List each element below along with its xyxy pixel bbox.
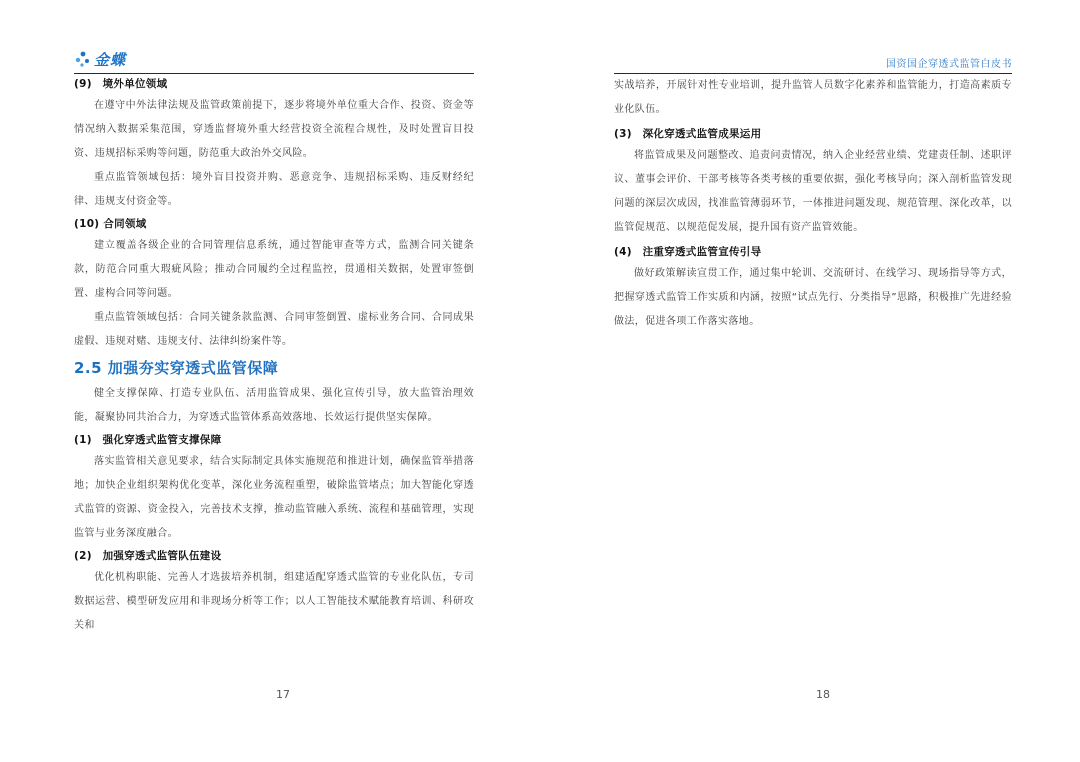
page-number: 18 — [816, 688, 830, 701]
section-heading: (9) 境外单位领域 — [74, 78, 168, 90]
paragraph: 将监管成果及问题整改、追责问责情况，纳入企业经营业绩、党建责任制、述职评议、董事会评价、干部考核等各类考核的重要依据，强化考核导向；深入剖析监管发现问题的深层次成因，找准监管薄弱环节，一体推进问题发现、规范管理、深化改革，以监管促规范、以规范促发展，提升国有资产监管效能。 — [614, 150, 1012, 233]
left-content — [74, 74, 474, 638]
section-heading: (10) 合同领域 — [74, 218, 147, 230]
paragraph: 实战培养，开展针对性专业培训，提升监管人员数字化素养和监管能力，打造高素质专业化队伍。 — [614, 80, 1012, 115]
logo-text: 金蝶 — [94, 50, 127, 69]
page-number: 17 — [276, 688, 290, 701]
paragraph: 在遵守中外法律法规及监管政策前提下，逐步将境外单位重大合作、投资、资金等情况纳入数据采集范围，穿透监督境外重大经营投资全流程合规性，及时处置盲目投资、违规招标采购等问题，防范重大政治外交风险。 — [74, 100, 474, 159]
header-title: 国资国企穿透式监管白皮书 — [886, 59, 1012, 70]
brand-logo — [74, 47, 126, 71]
section-heading: (4) 注重穿透式监管宣传引导 — [614, 246, 762, 258]
right-content — [614, 74, 1012, 334]
right-page — [540, 0, 1080, 762]
section-heading: (2) 加强穿透式监管队伍建设 — [74, 550, 222, 562]
paragraph: 建立覆盖各级企业的合同管理信息系统，通过智能审查等方式，监测合同关键条款，防范合同重大瑕疵风险；推动合同履约全过程监控，贯通相关数据，处置审签倒置、虚构合同等问题。 — [74, 240, 474, 299]
chapter-heading: 2.5 加强夯实穿透式监管保障 — [74, 359, 279, 377]
paragraph: 重点监管领域包括：合同关键条款监测、合同审签倒置、虚标业务合同、合同成果虚假、违规对赌、违规支付、法律纠纷案件等。 — [74, 312, 474, 347]
section-heading: (3) 深化穿透式监管成果运用 — [614, 128, 762, 140]
paragraph: 重点监管领域包括：境外盲目投资并购、恶意竞争、违规招标采购、违反财经纪律、违规支付资金等。 — [74, 172, 474, 207]
logo-dots-icon — [74, 50, 92, 68]
section-heading: (1) 强化穿透式监管支撑保障 — [74, 434, 222, 446]
paragraph: 健全支撑保障、打造专业队伍、活用监管成果、强化宣传引导，放大监管治理效能，凝聚协同共治合力，为穿透式监管体系高效落地、长效运行提供坚实保障。 — [74, 388, 474, 423]
paragraph: 做好政策解读宣贯工作，通过集中轮训、交流研讨、在线学习、现场指导等方式，把握穿透式监管工作实质和内涵，按照“试点先行、分类指导”思路，积极推广先进经验做法，促进各项工作落实落地。 — [614, 268, 1012, 327]
paragraph: 优化机构职能、完善人才选拔培养机制，组建适配穿透式监管的专业化队伍，专司数据运营、模型研发应用和非现场分析等工作；以人工智能技术赋能教育培训、科研攻关和 — [74, 572, 474, 631]
paragraph: 落实监管相关意见要求，结合实际制定具体实施规范和推进计划，确保监管举措落地；加快企业组织架构优化变革，深化业务流程重塑，破除监管堵点；加大智能化穿透式监管的资源、资金投入，完善技术支撑，推动监管融入系统、流程和基础管理，实现监管与业务深度融合。 — [74, 456, 474, 539]
